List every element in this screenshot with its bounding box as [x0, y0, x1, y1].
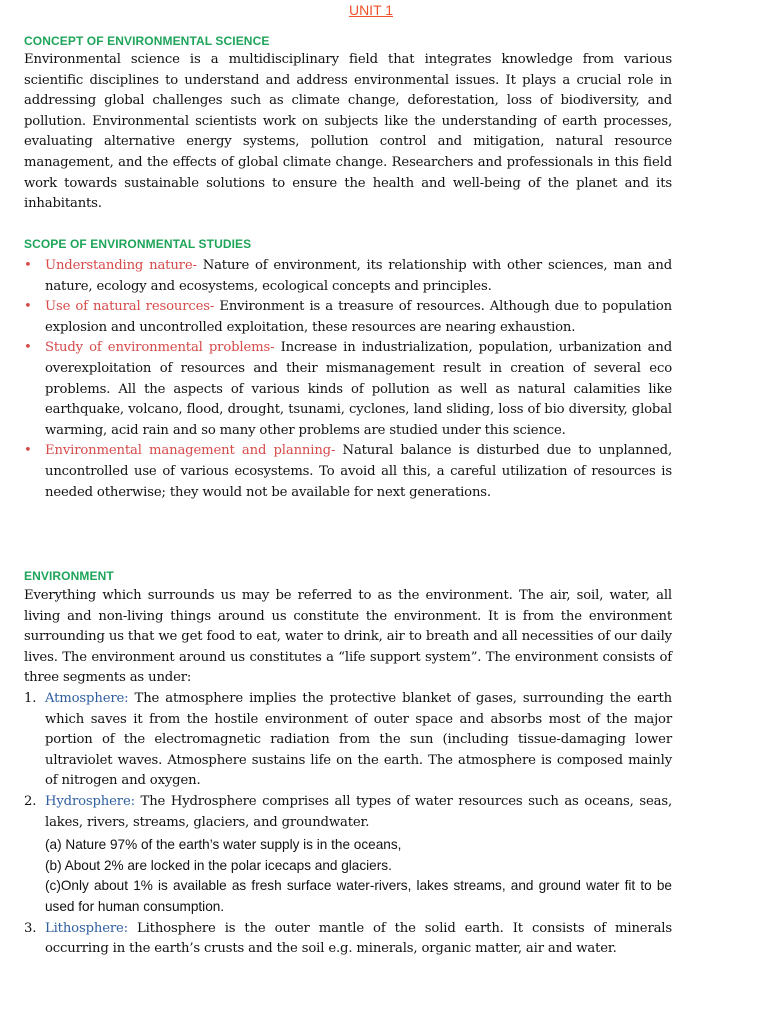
unit-title: UNIT 1: [348, 2, 394, 18]
scope-text: Nature of environment, its relationship with other sciences, man and nature, ecology and ecosystems, ecological concepts and principles.: [45, 258, 672, 294]
bullet-icon: •: [24, 340, 32, 356]
bullet-icon: •: [24, 258, 32, 273]
hydrosphere-sub-b: (b) About 2% are locked in the polar icecaps and glaciers.: [45, 857, 392, 873]
scope-term: Understanding nature-: [45, 258, 197, 273]
hydrosphere-sub-c: (c)Only about 1% is available as fresh surface water-rivers, lakes streams, and ground water fit to be used for human consumption.: [45, 878, 672, 914]
environment-segments-list: [24, 689, 672, 960]
segment-text: The atmosphere implies the protective blanket of gases, surrounding the earth which saves it from the hostile environment of outer space and absorbs most of the major portion of the electromagnetic radiation from the sun (including tissue-damaging lower ultraviolet waves. Atmosphere sustains life on the earth. The atmosphere is composed mainly of nitrogen and oxygen.: [45, 691, 672, 789]
scope-item-environmental-problems: [24, 338, 672, 441]
environment-paragraph: Everything which surrounds us may be referred to as the environment. The air, soil, water, all living and non-living things around us constitute the environment. It is from the environment surrounding us that we get food to eat, water to drink, air to breath and all necessities of our daily lives. The environment around us constitutes a “life support system”. The environment consists of three segments as under:: [24, 588, 672, 686]
hydrosphere-sub-a: (a) Nature 97% of the earth’s water supply is in the oceans,: [45, 837, 402, 853]
environment-heading: ENVIRONMENT: [24, 569, 114, 583]
scope-heading: SCOPE OF ENVIRONMENTAL STUDIES: [24, 237, 252, 251]
scope-text: Natural balance is disturbed due to unplanned, uncontrolled use of various ecosystems. To avoid all this, a careful utilization of resources is needed otherwise; they would not be available for next generations.: [45, 443, 672, 500]
scope-item-understanding-nature: [24, 256, 672, 297]
segment-text: The Hydrosphere comprises all types of water resources such as oceans, seas, lakes, rivers, streams, glaciers, and groundwater.: [45, 793, 672, 830]
scope-item-natural-resources: [24, 297, 672, 338]
scope-term: Study of environmental problems-: [45, 340, 275, 356]
segment-atmosphere: [24, 689, 672, 792]
segment-number: 1.: [24, 691, 37, 706]
scope-list: [24, 256, 672, 503]
scope-item-management-planning: [24, 441, 672, 503]
bullet-icon: •: [24, 299, 32, 315]
scope-text: Increase in industrialization, population, urbanization and overexploitation of resources and their mismanagement result in creation of several eco problems. All the aspects of various kinds of pollution as well as natural calamities like earthquake, volcano, flood, drought, tsunami, cyclones, land sliding, loss of bio diversity, global warming, acid rain and so many other problems are studied under this science.: [45, 340, 672, 438]
segment-term: Lithosphere:: [45, 920, 128, 936]
segment-hydrosphere: [24, 792, 672, 918]
concept-paragraph: Environmental science is a multidisciplinary field that integrates knowledge from various scientific disciplines to understand and address environmental issues. It plays a crucial role in addressing global challenges such as climate change, deforestation, loss of biodiversity, and pollution. Environmental scientists work on subjects like the understanding of earth processes, evaluating alternative energy systems, pollution control and mitigation, natural resource management, and the effects of global climate change. Researchers and professionals in this field work towards sustainable solutions to ensure the health and well-being of the planet and its inhabitants.: [24, 52, 672, 212]
bullet-icon: •: [24, 443, 32, 459]
scope-text: Environment is a treasure of resources. Although due to population explosion and uncontrolled exploitation, these resources are nearing exhaustion.: [45, 299, 672, 335]
segment-number: 3.: [24, 920, 37, 936]
scope-term: Environmental management and planning-: [45, 443, 336, 459]
segment-lithosphere: [24, 919, 672, 960]
segment-number: 2.: [24, 793, 37, 809]
scope-term: Use of natural resources-: [45, 299, 215, 315]
segment-term: Hydrosphere:: [45, 793, 135, 809]
segment-term: Atmosphere:: [45, 691, 129, 706]
segment-text: Lithosphere is the outer mantle of the solid earth. It consists of minerals occurring in the earth’s crusts and the soil e.g. minerals, organic matter, air and water.: [45, 920, 672, 957]
concept-heading: CONCEPT OF ENVIRONMENTAL SCIENCE: [24, 34, 270, 48]
